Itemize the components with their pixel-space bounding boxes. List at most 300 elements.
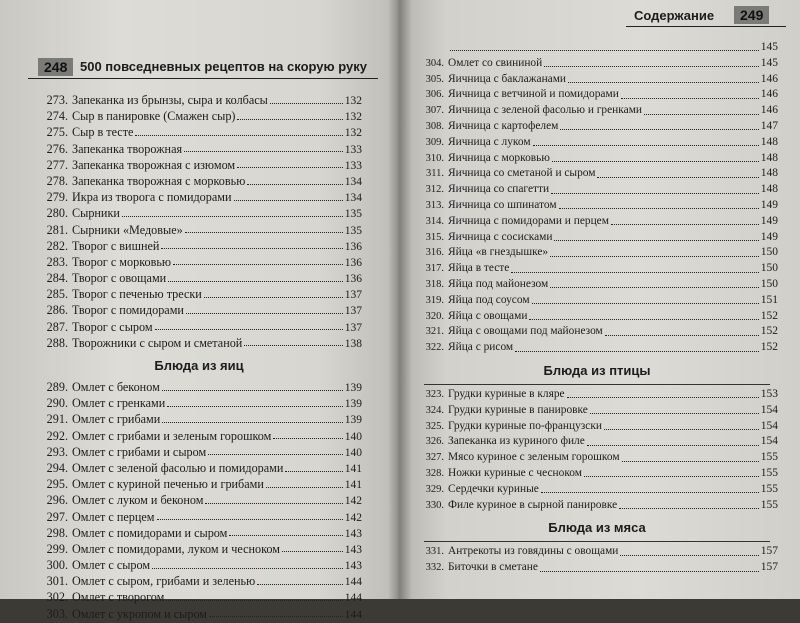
entry-page: 137: [344, 305, 362, 318]
entry-title: Яичница со спагетти: [448, 183, 550, 196]
entry-title: Мясо куриное с зеленым горошком: [448, 451, 620, 464]
entry-number: 316.: [425, 247, 444, 259]
toc-entry: [416, 450, 778, 466]
entry-title: Яичница с сосисками: [448, 230, 553, 243]
toc-entry: [416, 482, 778, 498]
toc-entry: [416, 230, 778, 246]
entry-title: Биточки в сметане: [448, 561, 538, 574]
toc-entry: [416, 340, 778, 356]
entry-number: 294.: [46, 460, 68, 475]
entry-number: 310.: [425, 152, 444, 164]
entry-page: 144: [344, 592, 362, 605]
entry-page: 132: [344, 127, 362, 140]
entry-number: 288.: [46, 335, 68, 350]
entry-number: 308.: [425, 120, 444, 132]
toc-entry: [36, 573, 362, 589]
entry-number: 297.: [46, 509, 68, 524]
dot-leader: [234, 200, 343, 201]
dot-leader: [173, 264, 343, 265]
divider: [424, 541, 770, 542]
entry-page: 154: [760, 435, 778, 448]
entry-page: 155: [760, 466, 778, 479]
entry-title: Яичница с луком: [448, 135, 531, 148]
dot-leader: [568, 82, 759, 83]
entry-page: 157: [760, 545, 778, 558]
entry-title: Яичница с картофелем: [448, 119, 559, 132]
toc-entry: [36, 525, 362, 541]
dot-leader: [155, 329, 343, 330]
entry-title: Яйца с рисом: [448, 341, 514, 354]
toc-entry: [416, 56, 778, 72]
toc-entry: [416, 277, 778, 293]
dot-leader: [540, 571, 759, 572]
toc-entry: [36, 108, 362, 124]
entry-page: 150: [760, 277, 778, 290]
dot-leader: [270, 103, 343, 104]
entry-page: 155: [760, 482, 778, 495]
entry-number: 306.: [425, 89, 444, 101]
entry-title: Сердечки куриные: [448, 482, 539, 495]
dot-leader: [550, 287, 759, 288]
toc-entry: [36, 189, 362, 205]
dot-leader: [584, 476, 759, 477]
entry-number: 304.: [425, 57, 444, 69]
dot-leader: [587, 445, 759, 446]
entry-title: Творог с морковью: [72, 254, 172, 269]
dot-leader: [604, 429, 759, 430]
entry-page: 139: [344, 414, 362, 427]
entry-page: 149: [760, 198, 778, 211]
toc-entry: [36, 286, 362, 302]
entry-page: 154: [760, 419, 778, 432]
entry-page: 146: [760, 104, 778, 117]
toc-entry: [36, 428, 362, 444]
left-page-header: [28, 58, 378, 79]
entry-page: 146: [760, 72, 778, 85]
entry-page: 149: [760, 230, 778, 243]
section-heading: Блюда из птицы: [543, 362, 651, 378]
entry-page: 142: [344, 511, 362, 524]
dot-leader: [247, 184, 342, 185]
entry-page: 143: [344, 527, 362, 540]
entry-page: 150: [760, 246, 778, 259]
entry-title: Творожники с сыром и сметаной: [72, 335, 243, 350]
entry-page: 145: [760, 56, 778, 69]
page-number: 249: [734, 6, 769, 24]
entry-page: 139: [344, 382, 362, 394]
entry-page: 132: [344, 111, 362, 124]
toc-entry: [36, 460, 362, 476]
entry-page: 138: [344, 337, 362, 350]
entry-number: 284.: [46, 271, 68, 286]
entry-page: 146: [760, 88, 778, 101]
dot-leader: [168, 281, 343, 282]
toc-entry: [36, 541, 362, 557]
entry-title: Яйца с овощами под майонезом: [448, 325, 603, 338]
entry-number: 327.: [425, 452, 444, 464]
toc-entry: [416, 560, 778, 576]
dot-leader: [515, 351, 759, 352]
entry-page: 137: [344, 321, 362, 334]
toc-entry: [36, 557, 362, 573]
entry-number: 286.: [46, 303, 68, 318]
entry-number: 315.: [425, 231, 444, 243]
entry-title: Яйца с овощами: [448, 309, 528, 322]
toc-entry: [36, 254, 362, 270]
toc-entry: [416, 419, 778, 435]
entry-page: 155: [760, 498, 778, 511]
entry-page: 144: [344, 576, 362, 589]
entry-page: 153: [760, 387, 778, 400]
dot-leader: [229, 535, 342, 536]
entry-title: Омлет с помидорами и сыром: [72, 525, 228, 540]
right-page-header: [626, 6, 786, 27]
toc-entry: [416, 214, 778, 230]
entry-number: 281.: [46, 222, 68, 237]
entry-page: 148: [760, 151, 778, 164]
entry-number: 319.: [425, 294, 444, 306]
entry-number: 276.: [46, 141, 68, 156]
entry-title: Омлет с сыром, грибами и зеленью: [72, 574, 256, 589]
dot-leader: [162, 390, 343, 391]
entry-number: 328.: [425, 467, 444, 479]
toc-right-column: [416, 40, 778, 576]
entry-page: 135: [344, 208, 362, 221]
dot-leader: [529, 319, 758, 320]
entry-number: 289.: [46, 380, 68, 394]
dot-leader: [619, 508, 759, 509]
section-heading: Блюда из мяса: [548, 520, 646, 536]
toc-entry: [416, 309, 778, 325]
dot-leader: [135, 135, 342, 136]
dot-leader: [167, 406, 343, 407]
dot-leader: [273, 438, 342, 439]
entry-title: Сырники «Медовые»: [72, 222, 183, 237]
toc-entry: [36, 319, 362, 335]
dot-leader: [597, 177, 758, 178]
entry-number: 318.: [425, 278, 444, 290]
right-page: [398, 0, 800, 599]
entry-title: Омлет со свининой: [448, 56, 543, 69]
entry-number: 303.: [46, 606, 68, 621]
entry-page: 141: [344, 462, 362, 475]
entry-title: Омлет с перцем: [72, 509, 155, 524]
entry-page: 134: [344, 192, 362, 205]
dot-leader: [184, 151, 343, 152]
dot-leader: [450, 50, 759, 51]
entry-title: Творог с овощами: [72, 271, 167, 286]
entry-page: 134: [344, 175, 362, 188]
entry-title: Филе куриное в сырной панировке: [448, 498, 618, 511]
dot-leader: [266, 487, 343, 488]
entry-number: 273.: [46, 93, 68, 107]
dot-leader: [237, 167, 343, 168]
entry-number: 277.: [46, 157, 68, 172]
dot-leader: [185, 232, 343, 233]
entry-page: 140: [344, 446, 362, 459]
entry-number: 313.: [425, 199, 444, 211]
entry-number: 280.: [46, 206, 68, 221]
entry-number: 323.: [425, 388, 444, 400]
dot-leader: [186, 313, 343, 314]
entry-number: 302.: [46, 590, 68, 605]
entry-number: 278.: [46, 173, 68, 188]
entry-title: Творог с вишней: [72, 238, 160, 253]
entry-page: 133: [344, 159, 362, 172]
dot-leader: [605, 335, 759, 336]
entry-title: Омлет с куриной печенью и грибами: [72, 477, 264, 492]
entry-title: Яйца в тесте: [448, 262, 510, 275]
entry-title: Омлет с грибами и зеленым горошком: [72, 428, 272, 443]
entry-page: 155: [760, 451, 778, 464]
toc-entry: [36, 492, 362, 508]
entry-number: 312.: [425, 184, 444, 196]
entry-title: Омлет с гренками: [72, 396, 166, 411]
entry-number: 282.: [46, 238, 68, 253]
dot-leader: [644, 114, 759, 115]
entry-number: 274.: [46, 109, 68, 124]
entry-number: 324.: [425, 404, 444, 416]
toc-entry: [416, 135, 778, 151]
toc-entry: [36, 444, 362, 460]
entry-number: 287.: [46, 319, 68, 334]
toc-entry: [416, 387, 778, 403]
dot-leader: [157, 519, 343, 520]
toc-entry: [36, 395, 362, 411]
toc-entry: [36, 589, 362, 605]
entry-number: 293.: [46, 444, 68, 459]
entry-title: Запеканка из брынзы, сыра и колбасы: [72, 93, 268, 107]
dot-leader: [162, 422, 342, 423]
dot-leader: [560, 129, 758, 130]
toc-entry: [416, 498, 778, 514]
entry-page: 152: [760, 341, 778, 354]
toc-entry: [416, 72, 778, 88]
dot-leader: [541, 492, 759, 493]
entry-page: 157: [760, 561, 778, 574]
entry-page: 143: [344, 543, 362, 556]
entry-title: Икра из творога с помидорами: [72, 190, 232, 205]
dot-leader: [208, 454, 343, 455]
page-number: 248: [38, 58, 73, 76]
entry-title: Яичница с морковью: [448, 151, 550, 164]
toc-entry: [36, 335, 362, 351]
entry-number: 317.: [425, 263, 444, 275]
entry-number: 279.: [46, 190, 68, 205]
entry-page: 148: [760, 167, 778, 180]
entry-page: 139: [344, 398, 362, 411]
dot-leader: [152, 568, 343, 569]
entry-title: Творог с сыром: [72, 319, 153, 334]
entry-number: 295.: [46, 477, 68, 492]
toc-entry: [416, 182, 778, 198]
entry-title: Омлет с творогом: [72, 590, 165, 605]
toc-entry: [36, 157, 362, 173]
entry-page: 150: [760, 262, 778, 275]
entry-number: 285.: [46, 287, 68, 302]
entry-number: 309.: [425, 136, 444, 148]
entry-page: 133: [344, 143, 362, 156]
entry-title: Яйца под соусом: [448, 293, 530, 306]
toc-entry: [36, 302, 362, 318]
dot-leader: [161, 248, 342, 249]
entry-page: 148: [760, 183, 778, 196]
toc-entry: [416, 544, 778, 560]
toc-entry: [36, 141, 362, 157]
dot-leader: [257, 584, 343, 585]
dot-leader: [532, 303, 759, 304]
entry-title: Омлет с грибами: [72, 412, 161, 427]
toc-entry: [416, 261, 778, 277]
entry-title: Грудки куриные по-французски: [448, 419, 602, 432]
entry-number: 283.: [46, 254, 68, 269]
dot-leader: [237, 119, 342, 120]
entry-title: Омлет с беконом: [72, 380, 160, 394]
entry-page: 137: [344, 289, 362, 302]
entry-title: Яичница с ветчиной и помидорами: [448, 88, 619, 101]
entry-number: 296.: [46, 493, 68, 508]
dot-leader: [567, 397, 759, 398]
entry-page: 142: [344, 495, 362, 508]
entry-title: Яичница со шпинатом: [448, 198, 557, 211]
entry-title: Творог с печенью трески: [72, 287, 202, 302]
entry-title: Омлет с грибами и сыром: [72, 444, 207, 459]
entry-title: Сыр в панировке (Смажен сыр): [72, 109, 236, 124]
toc-entry: [36, 205, 362, 221]
entry-number: 321.: [425, 326, 444, 338]
entry-title: Антрекоты из говядины с овощами: [448, 545, 619, 558]
entry-page: 136: [344, 240, 362, 253]
toc-left-column: [36, 92, 362, 622]
entry-title: Омлет с помидорами, луком и чесноком: [72, 541, 280, 556]
toc-entry: [416, 245, 778, 261]
entry-page: 143: [344, 560, 362, 573]
toc-entry: [416, 466, 778, 482]
toc-entry: [36, 270, 362, 286]
entry-title: Запеканка творожная с изюмом: [72, 157, 236, 172]
entry-number: 300.: [46, 558, 68, 573]
toc-entry: [416, 119, 778, 135]
divider: [424, 384, 770, 385]
toc-entry: [416, 293, 778, 309]
entry-number: 298.: [46, 525, 68, 540]
toc-entry: [416, 324, 778, 340]
dot-leader: [590, 413, 759, 414]
entry-title: Омлет с луком и беконом: [72, 493, 204, 508]
entry-number: 290.: [46, 396, 68, 411]
entry-title: Грудки куриные в кляре: [448, 387, 565, 400]
entry-title: Яичница с помидорами и перцем: [448, 214, 609, 227]
toc-entry: [36, 173, 362, 189]
entry-title: Омлет с сыром: [72, 558, 151, 573]
toc-entry: [36, 411, 362, 427]
entry-number: 320.: [425, 310, 444, 322]
entry-number: 305.: [425, 73, 444, 85]
entry-page: 136: [344, 256, 362, 269]
dot-leader: [533, 145, 759, 146]
toc-entry: [416, 151, 778, 167]
toc-entry: [416, 40, 778, 56]
entry-page: 135: [344, 224, 362, 237]
toc-entry: [416, 103, 778, 119]
dot-leader: [559, 208, 759, 209]
dot-leader: [285, 471, 342, 472]
dot-leader: [166, 600, 342, 601]
toc-entry: [36, 238, 362, 254]
entry-number: 330.: [425, 499, 444, 511]
entry-number: 275.: [46, 125, 68, 140]
entry-page: 151: [760, 293, 778, 306]
toc-entry: [36, 476, 362, 492]
entry-page: 140: [344, 430, 362, 443]
dot-leader: [282, 551, 343, 552]
toc-entry: [416, 87, 778, 103]
dot-leader: [544, 66, 759, 67]
entry-title: Ножки куриные с чесноком: [448, 466, 582, 479]
entry-page: 147: [760, 119, 778, 132]
entry-number: 331.: [425, 546, 444, 558]
entry-page: 152: [760, 309, 778, 322]
entry-title: Омлет с зеленой фасолью и помидорами: [72, 460, 284, 475]
entry-number: 329.: [425, 483, 444, 495]
dot-leader: [122, 216, 343, 217]
running-title: 500 повседневных рецептов на скорую руку: [80, 59, 367, 74]
entry-title: Творог с помидорами: [72, 303, 184, 318]
entry-title: Яичница с зеленой фасолью и гренками: [448, 104, 643, 117]
dot-leader: [621, 98, 759, 99]
toc-entry: [36, 606, 362, 622]
entry-page: 148: [760, 135, 778, 148]
entry-title: Яйца «в гнездышке»: [448, 246, 549, 259]
entry-title: Сырники: [72, 206, 120, 221]
toc-entry: [416, 166, 778, 182]
entry-page: 154: [760, 403, 778, 416]
dot-leader: [205, 503, 342, 504]
entry-page: 132: [344, 95, 362, 107]
toc-entry: [416, 198, 778, 214]
toc-entry: [36, 92, 362, 108]
entry-page: 149: [760, 214, 778, 227]
entry-number: 314.: [425, 215, 444, 227]
entry-page: 136: [344, 273, 362, 286]
entry-number: 299.: [46, 541, 68, 556]
toc-entry: [416, 403, 778, 419]
entry-number: 291.: [46, 412, 68, 427]
entry-page: 141: [344, 479, 362, 492]
dot-leader: [611, 224, 759, 225]
dot-leader: [244, 345, 342, 346]
entry-number: 311.: [426, 168, 444, 180]
entry-title: Запеканка творожная: [72, 141, 183, 156]
entry-page: 144: [344, 608, 362, 621]
entry-title: Запеканка творожная с морковью: [72, 173, 246, 188]
toc-entry: [36, 509, 362, 525]
entry-number: 307.: [425, 105, 444, 117]
book-gutter: [388, 0, 412, 599]
toc-entry: [416, 434, 778, 450]
toc-entry: [36, 124, 362, 140]
entry-number: 292.: [46, 428, 68, 443]
dot-leader: [554, 240, 758, 241]
toc-entry: [36, 379, 362, 395]
dot-leader: [204, 297, 343, 298]
entry-page: 152: [760, 325, 778, 338]
entry-title: Запеканка из куриного филе: [448, 435, 585, 448]
dot-leader: [550, 256, 759, 257]
entry-title: Омлет с укропом и сыром: [72, 606, 208, 621]
dot-leader: [551, 193, 759, 194]
entry-number: 322.: [425, 342, 444, 354]
